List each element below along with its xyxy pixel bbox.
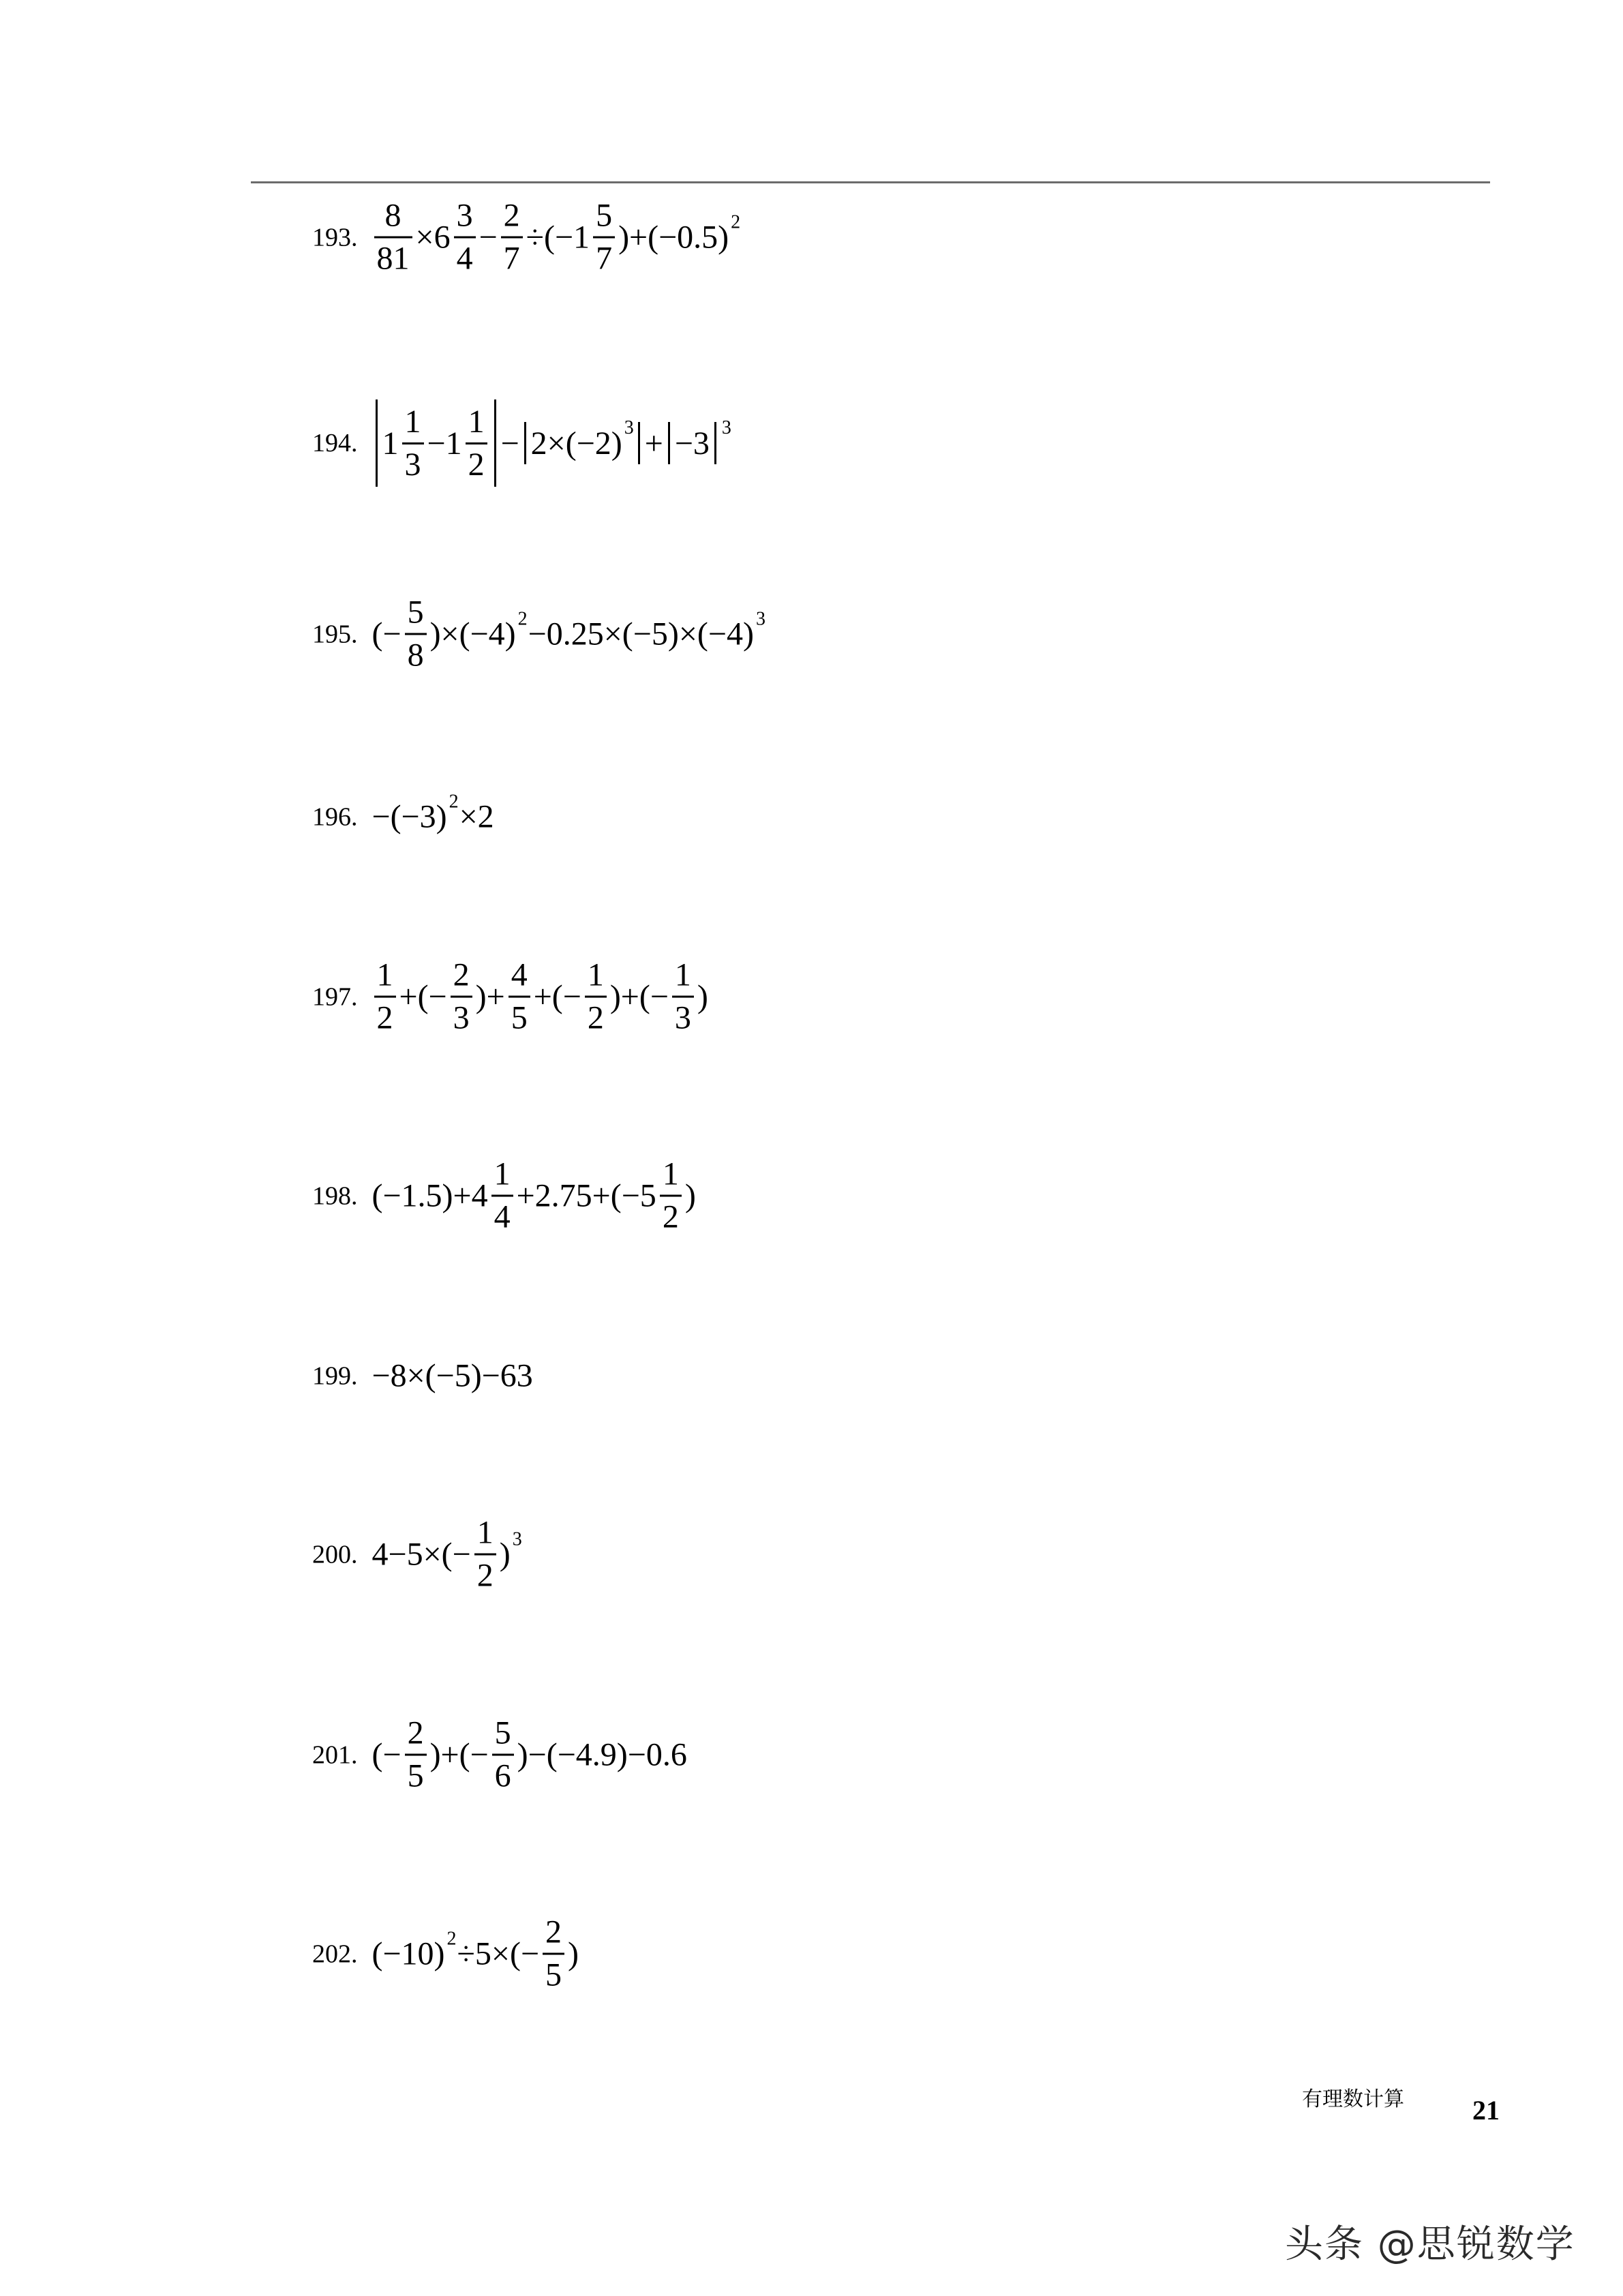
math-expression xyxy=(371,399,731,487)
denominator: 2 xyxy=(474,1554,496,1592)
problem-195 xyxy=(312,596,765,672)
fraction xyxy=(672,956,694,1036)
fraction xyxy=(491,1155,513,1235)
problem-197 xyxy=(312,956,709,1036)
math-expression xyxy=(371,956,709,1036)
denominator: 2 xyxy=(466,442,487,481)
denominator: 3 xyxy=(672,996,694,1035)
numerator: 1 xyxy=(404,403,421,440)
expression-text: (−1.5)+4 xyxy=(371,1177,488,1214)
expression-text: )+(− xyxy=(429,1736,489,1773)
problem-number: 201. xyxy=(312,1740,358,1769)
denominator: 3 xyxy=(451,996,472,1035)
exponent: 2 xyxy=(446,1928,457,1949)
numerator: 1 xyxy=(587,956,604,993)
expression-text: ×2 xyxy=(459,798,494,835)
expression-text: 2×(−2) xyxy=(530,425,622,462)
denominator: 2 xyxy=(585,996,607,1035)
problem-number: 199. xyxy=(312,1361,358,1390)
fraction xyxy=(474,1514,496,1594)
fraction xyxy=(451,956,472,1036)
expression-text: −8×(−5)−63 xyxy=(371,1357,533,1394)
problem-number: 197. xyxy=(312,982,358,1011)
problem-198 xyxy=(312,1155,697,1235)
denominator: 5 xyxy=(509,996,530,1035)
absolute-value-bar xyxy=(376,399,378,487)
absolute-value-bar xyxy=(494,399,496,487)
problem-number: 198. xyxy=(312,1181,358,1210)
denominator: 7 xyxy=(501,237,523,275)
fraction xyxy=(585,956,607,1036)
fraction xyxy=(454,197,476,277)
problem-196 xyxy=(312,791,495,836)
expression-text: −(−3) xyxy=(371,798,447,835)
exponent: 3 xyxy=(624,417,634,438)
problem-number: 194. xyxy=(312,429,358,457)
expression-text: (− xyxy=(371,1736,401,1773)
numerator: 2 xyxy=(407,1715,424,1751)
numerator: 2 xyxy=(503,197,520,234)
expression-text: ×6 xyxy=(415,219,451,256)
numerator: 1 xyxy=(662,1155,679,1192)
expression-text: ÷5×(− xyxy=(457,1935,540,1972)
expression-text: − xyxy=(479,219,498,256)
numerator: 1 xyxy=(376,956,393,993)
fraction xyxy=(492,1717,514,1793)
numerator: 5 xyxy=(407,594,424,631)
denominator: 4 xyxy=(454,237,476,275)
denominator: 8 xyxy=(405,633,427,672)
expression-text: ) xyxy=(684,1177,696,1214)
absolute-value-bar xyxy=(668,422,670,464)
problem-number: 195. xyxy=(312,620,358,648)
math-expression xyxy=(371,197,741,277)
numerator: 5 xyxy=(494,1715,511,1751)
numerator: 1 xyxy=(468,403,485,440)
header-rule xyxy=(251,181,1490,183)
fraction xyxy=(660,1155,682,1235)
expression-text: − xyxy=(500,425,519,462)
numerator: 4 xyxy=(511,956,528,993)
math-expression xyxy=(371,1717,688,1793)
problem-201 xyxy=(312,1717,688,1793)
problem-202 xyxy=(312,1916,579,1992)
denominator: 81 xyxy=(374,237,412,275)
denominator: 3 xyxy=(402,442,424,481)
expression-text: +(− xyxy=(399,978,447,1015)
numerator: 3 xyxy=(456,197,473,234)
fraction xyxy=(593,197,615,277)
math-expression xyxy=(371,1155,697,1235)
exponent: 3 xyxy=(721,417,731,438)
math-expression xyxy=(371,791,495,836)
expression-text: + xyxy=(644,425,663,462)
numerator: 1 xyxy=(476,1514,494,1551)
fraction xyxy=(405,1717,427,1793)
fraction xyxy=(543,1916,564,1992)
problem-number: 200. xyxy=(312,1540,358,1569)
numerator: 8 xyxy=(384,197,401,234)
expression-text: +(− xyxy=(533,978,581,1015)
fraction xyxy=(466,403,487,483)
expression-text: )+(−0.5) xyxy=(618,219,729,256)
problem-number: 202. xyxy=(312,1939,358,1968)
math-expression xyxy=(371,1514,522,1594)
expression-text: 1 xyxy=(382,425,399,462)
expression-text: ÷(−1 xyxy=(526,219,590,256)
fraction xyxy=(501,197,523,277)
numerator: 5 xyxy=(596,197,613,234)
expression-text: )×(−4) xyxy=(429,616,516,652)
denominator: 7 xyxy=(593,237,615,275)
expression-text: −0.25×(−5)×(−4) xyxy=(528,616,754,652)
problem-number: 193. xyxy=(312,223,358,252)
problem-194 xyxy=(312,399,731,487)
problem-number: 196. xyxy=(312,802,358,831)
fraction xyxy=(509,956,530,1036)
math-expression xyxy=(371,1357,534,1395)
fraction xyxy=(402,403,424,483)
expression-text: ) xyxy=(568,1935,579,1972)
expression-text: )+ xyxy=(475,978,505,1015)
expression-text: +2.75+(−5 xyxy=(516,1177,656,1214)
fraction xyxy=(405,596,427,672)
denominator: 2 xyxy=(374,996,396,1035)
absolute-value-bar xyxy=(524,422,526,464)
exponent: 2 xyxy=(449,791,459,812)
expression-text: (−10) xyxy=(371,1935,445,1972)
numerator: 1 xyxy=(494,1155,511,1192)
expression-text: ) xyxy=(499,1536,511,1573)
absolute-value-bar xyxy=(638,422,640,464)
expression-text: )−(−4.9)−0.6 xyxy=(517,1736,687,1773)
expression-text: −1 xyxy=(427,425,462,462)
fraction xyxy=(374,197,412,277)
footer-title: 有理数计算 xyxy=(1302,2087,1404,2111)
numerator: 1 xyxy=(674,956,691,993)
problem-193 xyxy=(312,197,741,277)
denominator: 4 xyxy=(491,1195,513,1234)
denominator: 5 xyxy=(543,1953,564,1992)
math-expression xyxy=(371,1916,580,1992)
watermark: 头条 @思锐数学 xyxy=(1285,2222,1575,2267)
page-number: 21 xyxy=(1472,2095,1500,2126)
fraction xyxy=(374,956,396,1036)
denominator: 5 xyxy=(405,1754,427,1793)
numerator: 2 xyxy=(453,956,470,993)
expression-text: 4−5×(− xyxy=(371,1536,471,1573)
problem-199 xyxy=(312,1357,534,1395)
numerator: 2 xyxy=(545,1914,562,1950)
exponent: 2 xyxy=(517,608,528,629)
expression-text: −3 xyxy=(674,425,710,462)
denominator: 6 xyxy=(492,1754,514,1793)
exponent: 2 xyxy=(731,211,741,232)
expression-text: )+(− xyxy=(609,978,669,1015)
exponent: 3 xyxy=(755,608,765,629)
math-expression xyxy=(371,596,765,672)
expression-text: (− xyxy=(371,616,401,652)
denominator: 2 xyxy=(660,1195,682,1234)
absolute-value-bar xyxy=(714,422,716,464)
expression-text: ) xyxy=(697,978,708,1015)
exponent: 3 xyxy=(512,1528,522,1550)
problem-200 xyxy=(312,1514,522,1594)
